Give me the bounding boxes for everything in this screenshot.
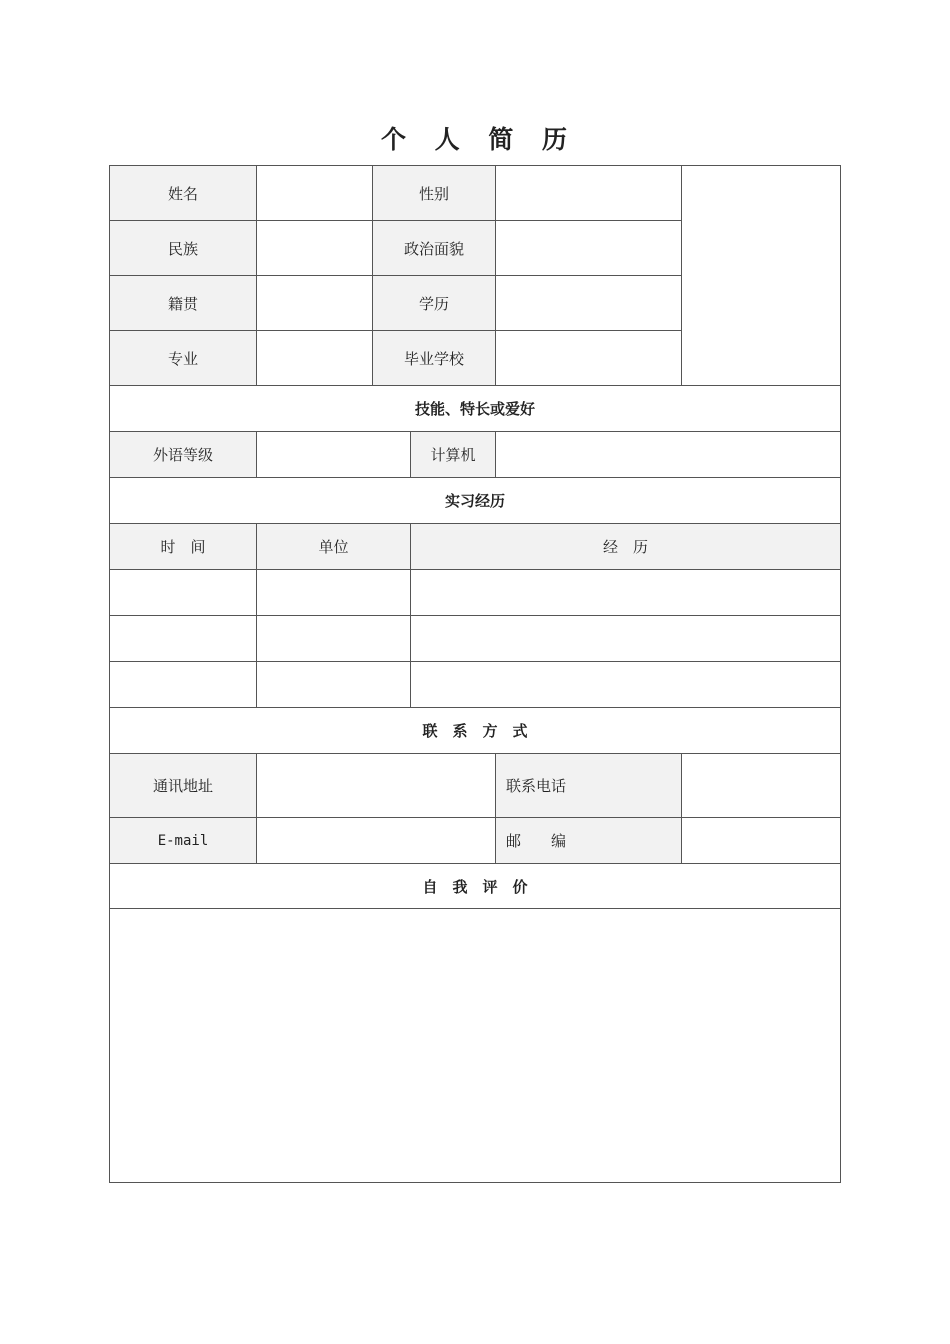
ethnicity-label: 民族 [109,220,257,276]
language-label: 外语等级 [109,431,257,478]
computer-label: 计算机 [410,431,496,478]
internship-time-cell[interactable] [109,661,257,708]
contact-header: 联 系 方 式 [109,707,841,754]
postcode-label: 邮 编 [495,817,682,864]
address-label: 通讯地址 [109,753,257,818]
political-field[interactable] [495,220,682,276]
internship-unit-cell[interactable] [256,615,411,662]
email-field[interactable] [256,817,496,864]
political-label: 政治面貌 [372,220,496,276]
photo-area[interactable] [681,165,841,386]
school-label: 毕业学校 [372,330,496,386]
education-field[interactable] [495,275,682,331]
gender-label: 性别 [372,165,496,221]
hometown-label: 籍贯 [109,275,257,331]
address-field[interactable] [256,753,496,818]
column-unit: 单位 [256,523,411,570]
gender-field[interactable] [495,165,682,221]
language-field[interactable] [256,431,411,478]
self-evaluation-field[interactable] [109,908,841,1183]
skills-header: 技能、特长或爱好 [109,385,841,432]
phone-label: 联系电话 [495,753,682,818]
column-experience: 经 历 [410,523,841,570]
internship-unit-cell[interactable] [256,569,411,616]
name-field[interactable] [256,165,373,221]
internship-experience-cell[interactable] [410,615,841,662]
internship-experience-cell[interactable] [410,661,841,708]
computer-field[interactable] [495,431,841,478]
major-label: 专业 [109,330,257,386]
hometown-field[interactable] [256,275,373,331]
name-label: 姓名 [109,165,257,221]
internship-time-cell[interactable] [109,569,257,616]
phone-field[interactable] [681,753,841,818]
page-title: 个 人 简 历 [380,125,570,154]
school-field[interactable] [495,330,682,386]
email-label: E-mail [109,817,257,864]
internship-header: 实习经历 [109,477,841,524]
postcode-field[interactable] [681,817,841,864]
ethnicity-field[interactable] [256,220,373,276]
self-evaluation-header: 自 我 评 价 [109,863,841,909]
internship-unit-cell[interactable] [256,661,411,708]
column-time: 时 间 [109,523,257,570]
education-label: 学历 [372,275,496,331]
internship-time-cell[interactable] [109,615,257,662]
major-field[interactable] [256,330,373,386]
internship-experience-cell[interactable] [410,569,841,616]
